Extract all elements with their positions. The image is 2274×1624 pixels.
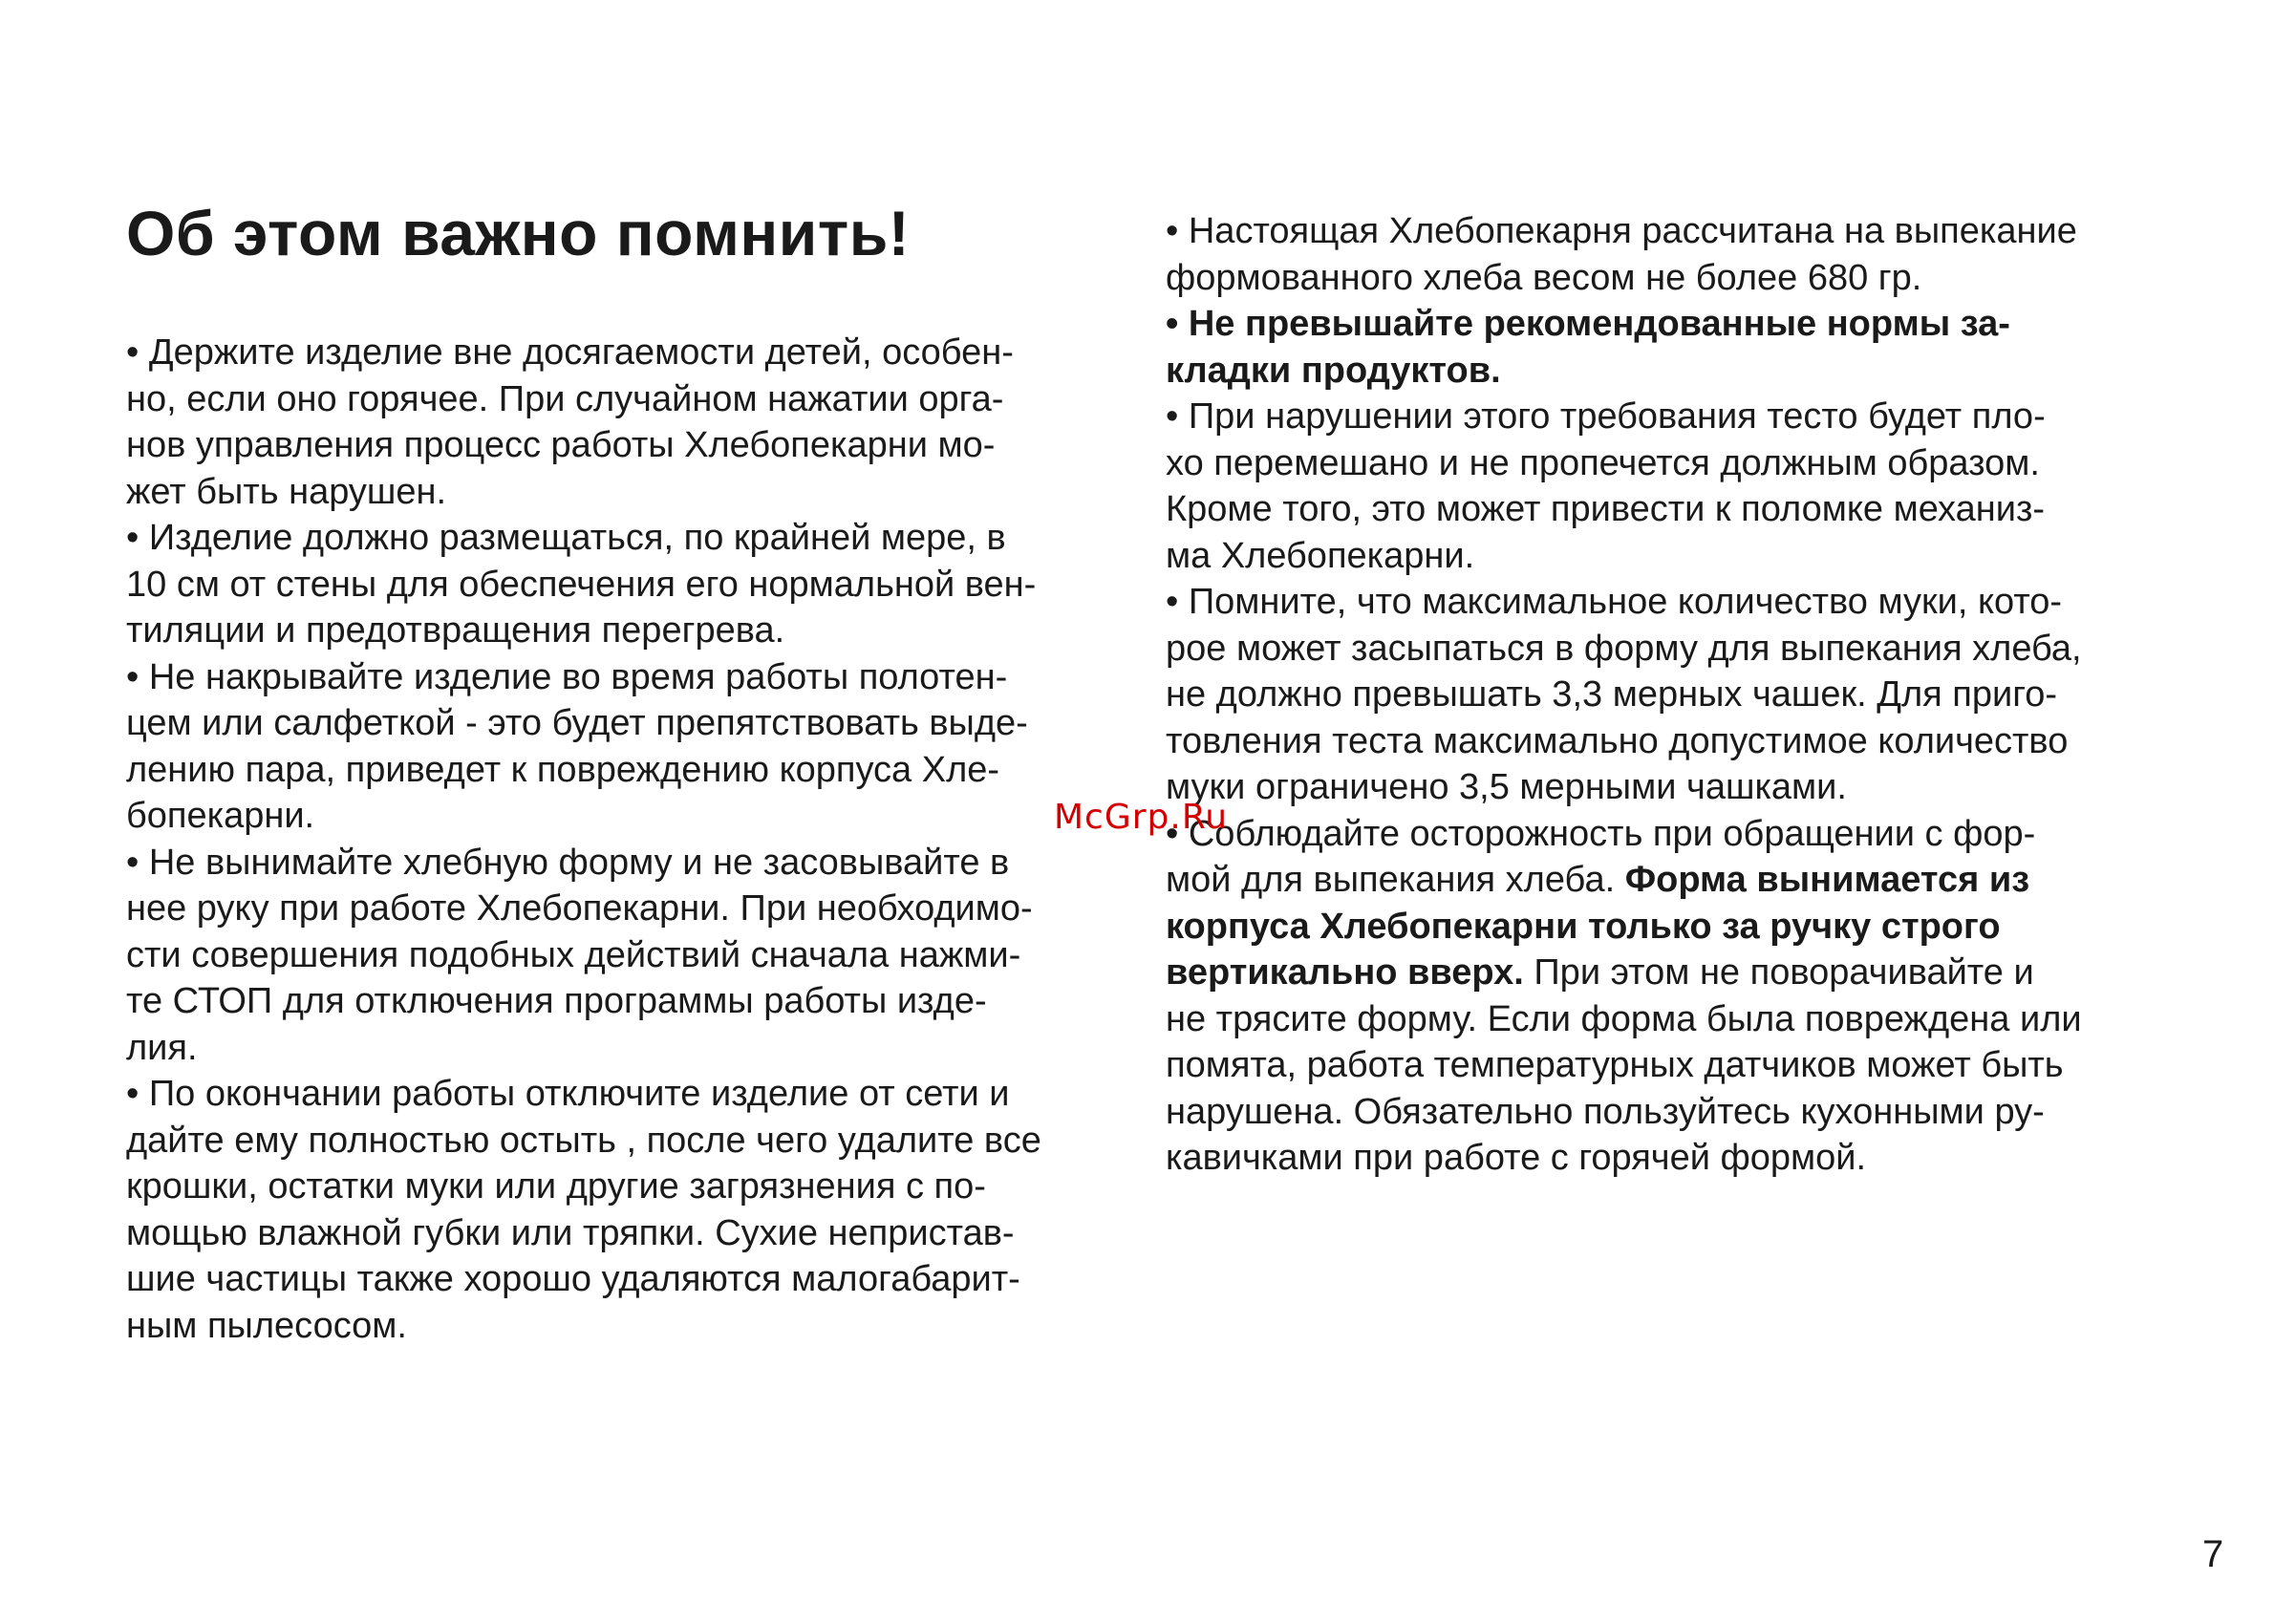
text-line: жет быть нарушен. [126, 471, 447, 512]
watermark-text: McGrp.Ru [1054, 798, 1229, 837]
text-line: тиляции и предотвращения перегрева. [126, 610, 785, 651]
text-normal: мой для выпекания хлеба. [1166, 860, 1625, 900]
text-line: нов управления процесс работы Хлебопекарни мо- [126, 425, 996, 465]
text-line: мощью влажной губки или тряпки. Сухие непристав- [126, 1212, 1015, 1253]
text-line: крошки, остатки муки или другие загрязнения с по- [126, 1166, 986, 1207]
right-column [1166, 208, 2174, 1182]
text-normal: При этом не поворачивайте и [1523, 952, 2034, 993]
warning-line: кладки продуктов. [1166, 350, 1501, 391]
text-line: • Соблюдайте осторожность при обращении с фор- [1166, 813, 2036, 854]
text-line: Кроме того, это может привести к поломке механиз- [1166, 489, 2046, 529]
text-line: но, если оно горячее. При случайном нажатии орга- [126, 378, 1004, 419]
text-line [1166, 950, 2174, 996]
text-line: • При нарушении этого требования тесто будет пло- [1166, 396, 2046, 437]
text-line: рое может засыпаться в форму для выпекания хлеба, [1166, 628, 2082, 669]
text-line [1166, 857, 2174, 904]
text-line: помята, работа температурных датчиков может быть [1166, 1045, 2064, 1085]
text-line: • Настоящая Хлебопекарня рассчитана на выпекание [1166, 211, 2077, 251]
warning-line: • Не превышайте рекомендованные нормы за- [1166, 304, 2010, 344]
text-line: корпуса Хлебопекарни только за ручку строго [1166, 906, 2001, 947]
text-line: сти совершения подобных действий сначала нажми- [126, 934, 1021, 975]
text-line: не трясите форму. Если форма была повреждена или [1166, 998, 2082, 1039]
text-line: • Держите изделие вне досягаемости детей, особен- [126, 332, 1014, 373]
text-line: нее руку при работе Хлебопекарни. При необходимо- [126, 888, 1033, 929]
text-line: муки ограничено 3,5 мерными чашками. [1166, 767, 1847, 807]
text-line: ма Хлебопекарни. [1166, 535, 1475, 576]
text-line: кавичками при работе с горячей формой. [1166, 1138, 1867, 1178]
text-line: цем или салфеткой - это будет препятствовать выде- [126, 703, 1028, 743]
text-line: нарушена. Обязательно пользуйтесь кухонными ру- [1166, 1091, 2045, 1132]
text-line: • По окончании работы отключите изделие от сети и [126, 1074, 1010, 1114]
text-line: те СТОП для отключения программы работы изде- [126, 981, 987, 1021]
text-line: ным пылесосом. [126, 1305, 407, 1346]
page-title: Об этом важно помнить! [126, 198, 911, 268]
text-line: не должно превышать 3,3 мерных чашек. Для приго- [1166, 674, 2058, 715]
text-line: • Не вынимайте хлебную форму и не засовывайте в [126, 842, 1010, 883]
text-bold: вертикально вверх. [1166, 952, 1524, 993]
text-line: хо перемешано и не пропечется должным образом. [1166, 442, 2040, 483]
text-line: лия. [126, 1027, 198, 1068]
text-line: • Не накрывайте изделие во время работы полотен- [126, 656, 1008, 697]
page-number: 7 [2202, 1533, 2224, 1575]
text-bold: Форма вынимается из [1624, 860, 2030, 900]
text-line: 10 см от стены для обеспечения его нормальной вен- [126, 564, 1037, 605]
text-line: шие частицы также хорошо удаляются малогабарит- [126, 1259, 1020, 1299]
text-line: товления теста максимально допустимое количество [1166, 720, 2069, 761]
text-line: бопекарни. [126, 796, 315, 836]
text-line: лению пара, приведет к повреждению корпуса Хле- [126, 749, 1000, 790]
text-line: • Изделие должно размещаться, по крайней мере, в [126, 518, 1006, 558]
text-line: дайте ему полностью остыть , после чего удалите все [126, 1120, 1041, 1161]
text-line: • Помните, что максимальное количество муки, кото- [1166, 582, 2063, 622]
text-line: формованного хлеба весом не более 680 гр. [1166, 257, 1922, 298]
left-column [126, 330, 1127, 1349]
